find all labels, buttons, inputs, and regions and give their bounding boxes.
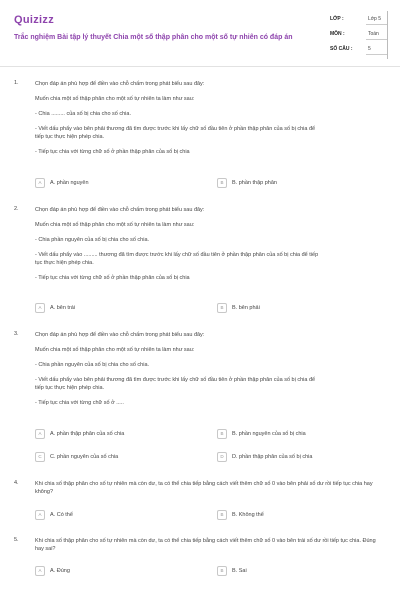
question-line: - Tiếp tục chia với từng chữ số ở ..... (35, 400, 124, 406)
quizizz-logo: Quizizz (14, 14, 54, 26)
option-text: D. phần thập phân của số bị chia (232, 454, 313, 460)
option-letter-box: A (35, 566, 45, 576)
question-line: - Chia ......... của số bị chia cho số chia. (35, 111, 131, 117)
answer-option[interactable] (217, 429, 385, 441)
option-text: C. phần nguyên của số chia (50, 454, 119, 460)
question-count-label: SỐ CÂU : (330, 46, 353, 52)
answer-option[interactable] (35, 566, 203, 578)
option-letter-box: A (35, 429, 45, 439)
answer-option[interactable] (35, 510, 203, 522)
option-text: A. Có thể (50, 512, 73, 518)
subject-label: MÔN : (330, 31, 345, 37)
question-line: - Viết dấu phẩy vào ......... thương đã tìm được trước khi lấy chữ số đầu tiên ở phần thập phân của số bị chia để tiếp (35, 252, 319, 258)
question-text: Khi chia số thập phân cho số tự nhiên mà còn dư, ta có thể chia tiếp bằng cách viết thêm chữ số 0 vào bên trái số dư rồi tiếp tục chia. Đúng hay sai? (35, 538, 376, 552)
question-number: 3. (14, 331, 19, 337)
answer-option[interactable] (217, 178, 385, 190)
option-text: B. bên phải (232, 305, 260, 311)
question-line: tiếp tục thực hiện phép chia. (35, 134, 105, 140)
option-text: B. Không thể (232, 512, 264, 518)
option-text: A. Đúng (50, 568, 70, 574)
question-line: - Tiếp tục chia với từng chữ số ở phần thập phân của số bị chia (35, 149, 190, 155)
question-text: Chọn đáp án phù hợp để điền vào chỗ chấm trong phát biểu sau đây: (35, 207, 205, 213)
answer-option[interactable] (217, 452, 385, 464)
option-letter-box: A (35, 303, 45, 313)
question-number: 2. (14, 206, 19, 212)
option-text: B. phần nguyên của số bị chia (232, 431, 306, 437)
info-box-border (385, 11, 388, 59)
answer-option[interactable] (217, 510, 385, 522)
question-line: - Viết dấu phẩy vào bên phải thương đã tìm được trước khi lấy chữ số đầu tiên ở phần thập phân của số bị chia để (35, 126, 316, 132)
option-letter-box: B (217, 303, 227, 313)
class-label: LỚP : (330, 16, 344, 22)
option-text: A. phần thập phân của số chia (50, 431, 125, 437)
class-value: Lớp 5 (368, 16, 382, 22)
question-line: Muốn chia một số thập phân cho một số tự nhiên ta làm như sau: (35, 347, 195, 353)
worksheet-header (0, 0, 400, 68)
question-text: Khi chia số thập phân cho số tự nhiên mà còn dư, ta có thể chia tiếp bằng cách viết thêm chữ số 0 vào bên phải số dư rồi tiếp tục chia hay không? (35, 481, 373, 495)
question-line: Muốn chia một số thập phân cho một số tự nhiên ta làm như sau: (35, 222, 195, 228)
option-text: B. Sai (232, 568, 247, 574)
question-text: Chọn đáp án phù hợp để điền vào chỗ chấm trong phát biểu sau đây: (35, 81, 205, 87)
question-line: - Chia phần nguyên của số bị chia cho số chia. (35, 237, 150, 243)
question-text: Chọn đáp án phù hợp để điền vào chỗ chấm trong phát biểu sau đây: (35, 332, 205, 338)
option-letter-box: D (217, 452, 227, 462)
option-letter-box: C (35, 452, 45, 462)
answer-option[interactable] (217, 303, 385, 315)
option-text: A. bên trái (50, 305, 76, 311)
question-number: 4. (14, 480, 19, 486)
question-count-value: 5 (368, 46, 371, 52)
worksheet-title: Trắc nghiệm Bài tập lý thuyết Chia một số thập phân cho một số tự nhiên có đáp án (14, 34, 293, 41)
question-line: - Viết dấu phẩy vào bên phải thương đã tìm được trước khi lấy chữ số đầu tiên ở phần thập phân của số bị chia để (35, 377, 316, 383)
answer-option[interactable] (217, 566, 385, 578)
option-text: A. phần nguyên (50, 180, 89, 186)
question-line: tiếp tục thực hiện phép chia. (35, 385, 105, 391)
header-divider (0, 66, 400, 67)
question-line: - Tiếp tục chia với từng chữ số ở phần thập phân của số bị chia (35, 275, 190, 281)
option-letter-box: A (35, 510, 45, 520)
answer-option[interactable] (35, 452, 203, 464)
answer-option[interactable] (35, 303, 203, 315)
question-line: tục thực hiện phép chia. (35, 260, 94, 266)
option-letter-box: A (35, 178, 45, 188)
option-letter-box: B (217, 510, 227, 520)
option-letter-box: B (217, 566, 227, 576)
question-line: Muốn chia một số thập phân cho một số tự nhiên ta làm như sau: (35, 96, 195, 102)
question-line: - Chia phần nguyên của số bị chia cho số chia. (35, 362, 150, 368)
answer-option[interactable] (35, 429, 203, 441)
option-letter-box: B (217, 429, 227, 439)
option-text: B. phần thập phân (232, 180, 277, 186)
subject-value: Toán (368, 31, 379, 37)
question-number: 1. (14, 80, 19, 86)
option-letter-box: B (217, 178, 227, 188)
question-number: 5. (14, 537, 19, 543)
answer-option[interactable] (35, 178, 203, 190)
